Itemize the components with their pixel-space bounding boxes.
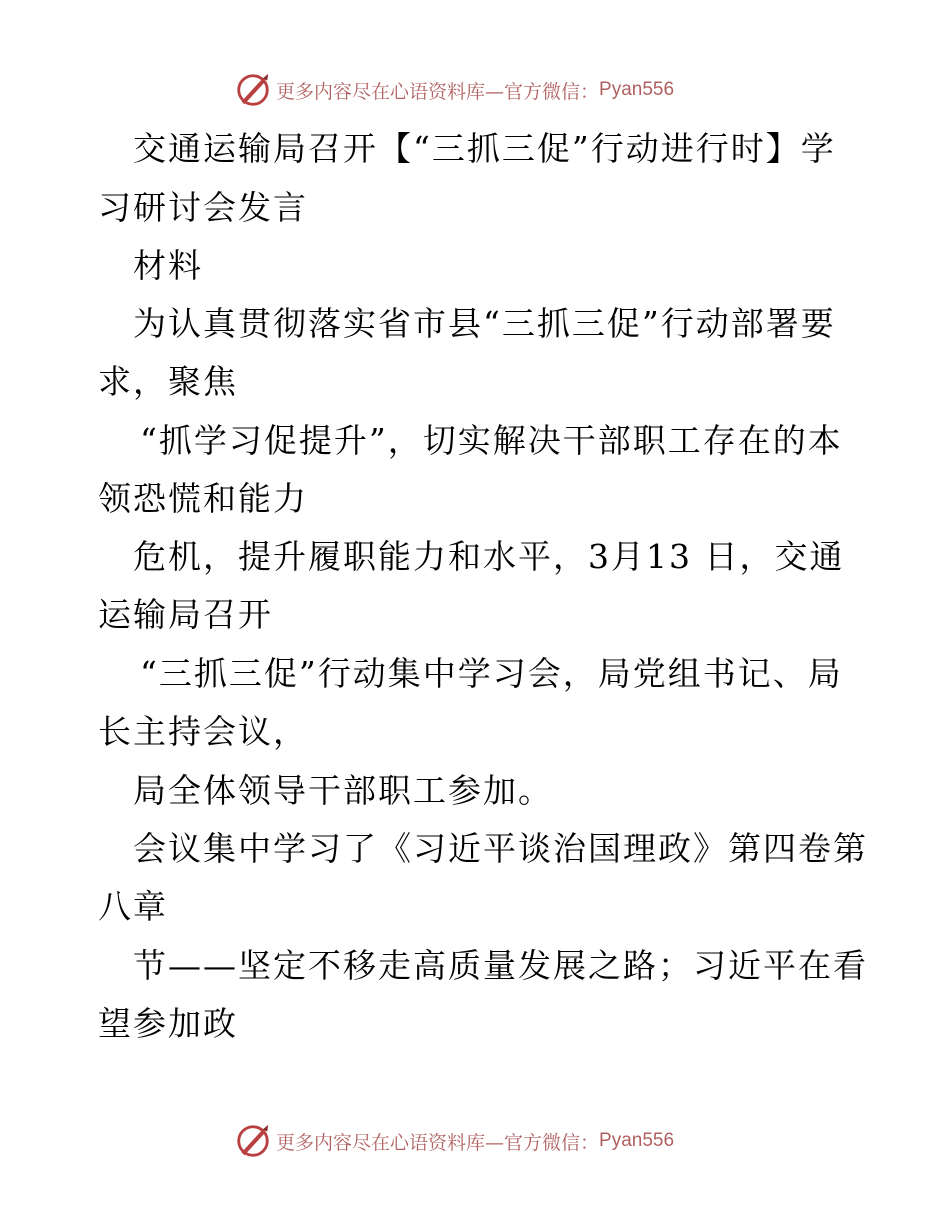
banner-text: 更多内容尽在心语资料库—官方微信： <box>276 1131 600 1154</box>
quill-pen-icon <box>234 71 272 109</box>
text-line: 为认真贯彻落实省市县“三抓三促”行动部署要 <box>133 304 836 343</box>
text-line: 望参加政 <box>98 1004 238 1043</box>
text-line: 危机，提升履职能力和水平，3月13 日，交通 <box>133 537 845 576</box>
text-line: 运输局召开 <box>98 595 273 634</box>
text-line: “三抓三促”行动集中学习会，局党组书记、局 <box>140 654 843 693</box>
wechat-id: Pyan556 <box>599 79 675 100</box>
header-banner <box>234 70 674 110</box>
text-line: 求，聚焦 <box>98 362 238 401</box>
text-line: “抓学习促提升”，切实解决干部职工存在的本 <box>140 421 843 460</box>
text-line: 长主持会议， <box>98 712 308 751</box>
text-line: 八章 <box>98 887 168 926</box>
footer-banner <box>234 1121 674 1161</box>
text-line: 节——坚定不移走高质量发展之路；习近平在看 <box>133 946 868 985</box>
quill-pen-icon <box>234 1122 272 1160</box>
text-line: 局全体领导干部职工参加。 <box>133 771 553 810</box>
banner-text: 更多内容尽在心语资料库—官方微信： <box>276 80 600 103</box>
text-line: 材料 <box>133 246 203 285</box>
text-line: 会议集中学习了《习近平谈治国理政》第四卷第 <box>133 829 868 868</box>
text-line: 交通运输局召开【“三抓三促”行动进行时】学 <box>133 129 836 168</box>
text-line: 习研讨会发言 <box>98 188 308 227</box>
wechat-id: Pyan556 <box>599 1130 675 1151</box>
text-line: 领恐慌和能力 <box>98 479 308 518</box>
